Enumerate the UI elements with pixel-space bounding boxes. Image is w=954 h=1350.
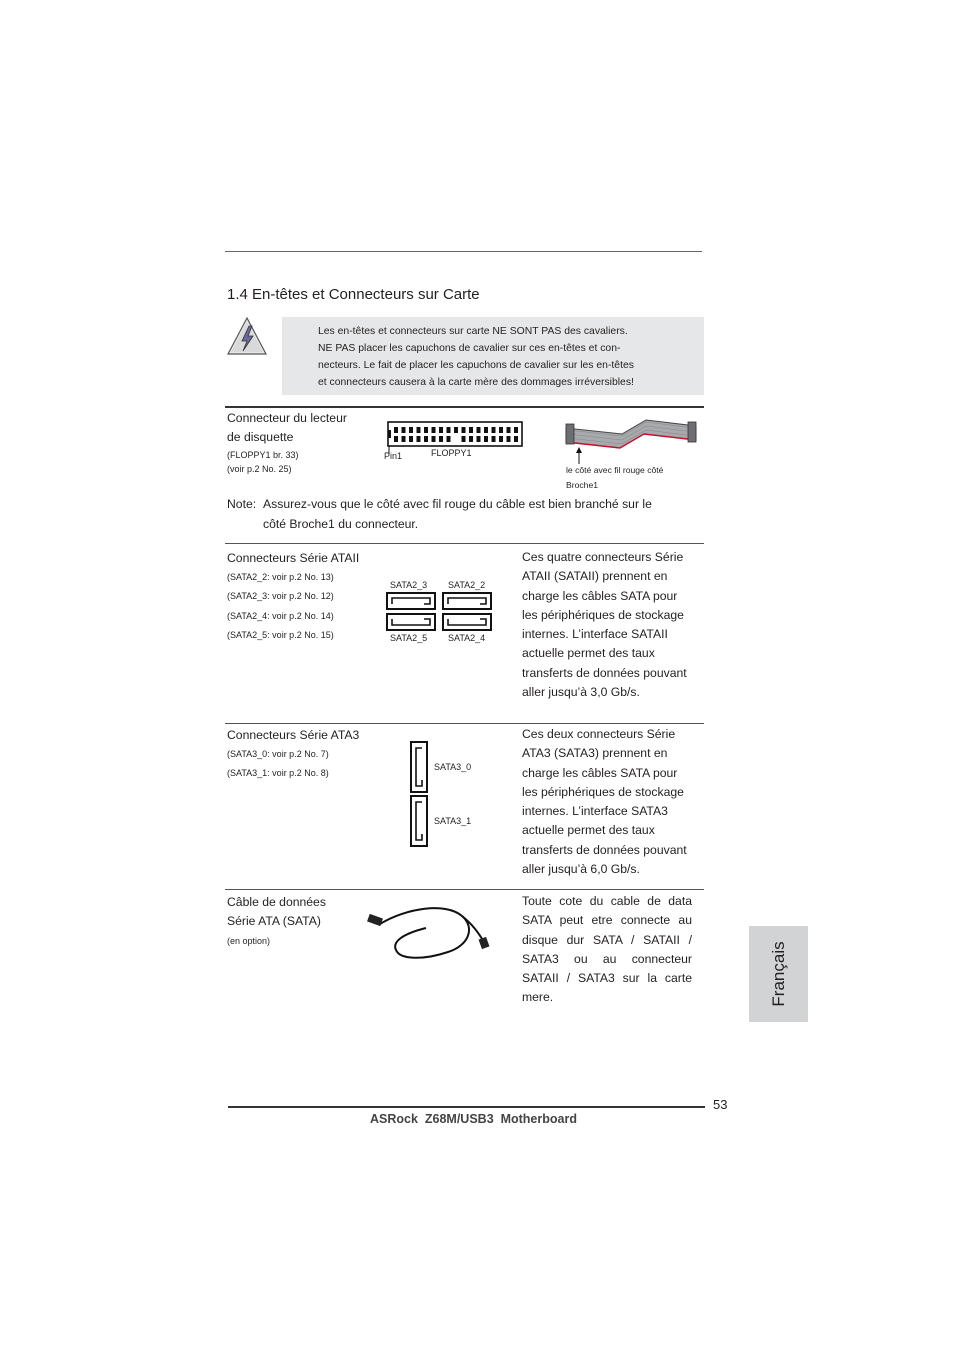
description-line: actuelle permet des taux: [522, 646, 655, 661]
sata2-2-label: SATA2_2: [448, 580, 486, 590]
floppy-ribbon-cable-image: [562, 414, 702, 466]
sata2-4-label: SATA2_4: [448, 633, 486, 643]
cable-caption: le côté avec fil rouge côté: [566, 465, 664, 475]
description-line: actuelle permet des taux: [522, 823, 655, 838]
sata3-1-label: SATA3_1: [434, 816, 472, 826]
sataii-label: Connecteurs Série ATAII: [227, 551, 360, 565]
language-tab: [749, 926, 808, 1022]
description-line: charge les câbles SATA pour: [522, 765, 678, 780]
cable-caption: Broche1: [566, 480, 599, 490]
language-tab-label: Français: [768, 941, 788, 1007]
warning-line: NE PAS placer les capuchons de cavalier sur ces en-têtes et con-: [318, 343, 621, 354]
note-text: Assurez-vous que le côté avec fil rouge du câble est bien branché sur le: [263, 497, 652, 511]
description-line: SATA peut etre connecte au: [522, 913, 692, 928]
description-line: les périphériques de stockage: [522, 784, 684, 799]
description-line: ATAII (SATAII) prennent en: [522, 569, 668, 584]
description-line: ATA3 (SATA3) prennent en: [522, 746, 668, 761]
note-prefix: Note:: [227, 497, 257, 511]
sata-cable-image: [366, 902, 492, 962]
warning-line: Les en-têtes et connecteurs sur carte NE SONT PAS des cavaliers.: [318, 326, 628, 337]
description-line: disque dur SATA / SATAII /: [522, 932, 692, 947]
description-line: mere.: [522, 990, 554, 1005]
section-divider: [225, 406, 704, 408]
description-line: transferts de données pouvant: [522, 842, 687, 857]
sata-cable-description: [522, 892, 692, 1008]
sataii-ref: (SATA2_5: voir p.2 No. 15): [227, 630, 334, 640]
description-line: charge les câbles SATA pour: [522, 588, 678, 603]
sataii-ref: (SATA2_4: voir p.2 No. 14): [227, 611, 334, 621]
sata3-0-label: SATA3_0: [434, 762, 472, 772]
sata-cable-option: (en option): [227, 936, 271, 946]
footer-text: ASRock Z68M/USB3 Motherboard: [370, 1112, 577, 1126]
section-divider: [225, 889, 704, 890]
sata3-ports-diagram: [410, 741, 430, 847]
sataii-ref: (SATA2_2: voir p.2 No. 13): [227, 572, 334, 582]
warning-lightning-icon: [226, 316, 268, 356]
sata3-ref: (SATA3_1: voir p.2 No. 8): [227, 768, 329, 778]
warning-line: necteurs. Le fait de placer les capuchons de cavalier sur les en-têtes: [318, 360, 634, 371]
description-line: SATAII / SATA3 sur la carte: [522, 971, 692, 986]
sata-cable-label: Câble de données: [227, 895, 326, 909]
sata2-3-label: SATA2_3: [390, 580, 428, 590]
floppy-ref: (FLOPPY1 br. 33): [227, 450, 299, 460]
description-line: aller jusqu’à 3,0 Gb/s.: [522, 685, 640, 700]
pin1-label: Pin1: [384, 451, 403, 461]
floppy-label: Connecteur du lecteur: [227, 411, 347, 425]
page-number: 53: [713, 1097, 728, 1112]
floppy-ref: (voir p.2 No. 25): [227, 464, 292, 474]
floppy-label: de disquette: [227, 430, 294, 444]
section-divider: [225, 543, 704, 544]
description-line: aller jusqu’à 6,0 Gb/s.: [522, 862, 640, 877]
sata-cable-label: Série ATA (SATA): [227, 914, 321, 928]
section-title: 1.4 En-têtes et Connecteurs sur Carte: [227, 286, 480, 303]
top-rule: [225, 251, 702, 252]
warning-line: et connecteurs causera à la carte mère des dommages irréversibles!: [318, 377, 634, 388]
description-line: les périphériques de stockage: [522, 607, 684, 622]
sataii-ref: (SATA2_3: voir p.2 No. 12): [227, 591, 334, 601]
floppy1-label: FLOPPY1: [431, 448, 472, 458]
section-divider: [225, 723, 704, 724]
sata3-description: [522, 725, 687, 879]
sata3-ref: (SATA3_0: voir p.2 No. 7): [227, 749, 329, 759]
footer-rule: [228, 1106, 705, 1108]
sataii-ports-diagram: [386, 592, 496, 632]
description-line: internes. L’interface SATAII: [522, 627, 668, 642]
description-line: Ces quatre connecteurs Série: [522, 550, 684, 564]
sata3-label: Connecteurs Série ATA3: [227, 728, 360, 742]
sata2-5-label: SATA2_5: [390, 633, 428, 643]
description-line: internes. L’interface SATA3: [522, 804, 668, 819]
description-line: SATA3 ou au connecteur: [522, 951, 692, 966]
description-line: transferts de données pouvant: [522, 665, 687, 680]
note-text: côté Broche1 du connecteur.: [263, 517, 419, 531]
sataii-description: [522, 548, 687, 702]
description-line: Toute cote du cable de data: [522, 894, 692, 908]
description-line: Ces deux connecteurs Série: [522, 727, 676, 741]
